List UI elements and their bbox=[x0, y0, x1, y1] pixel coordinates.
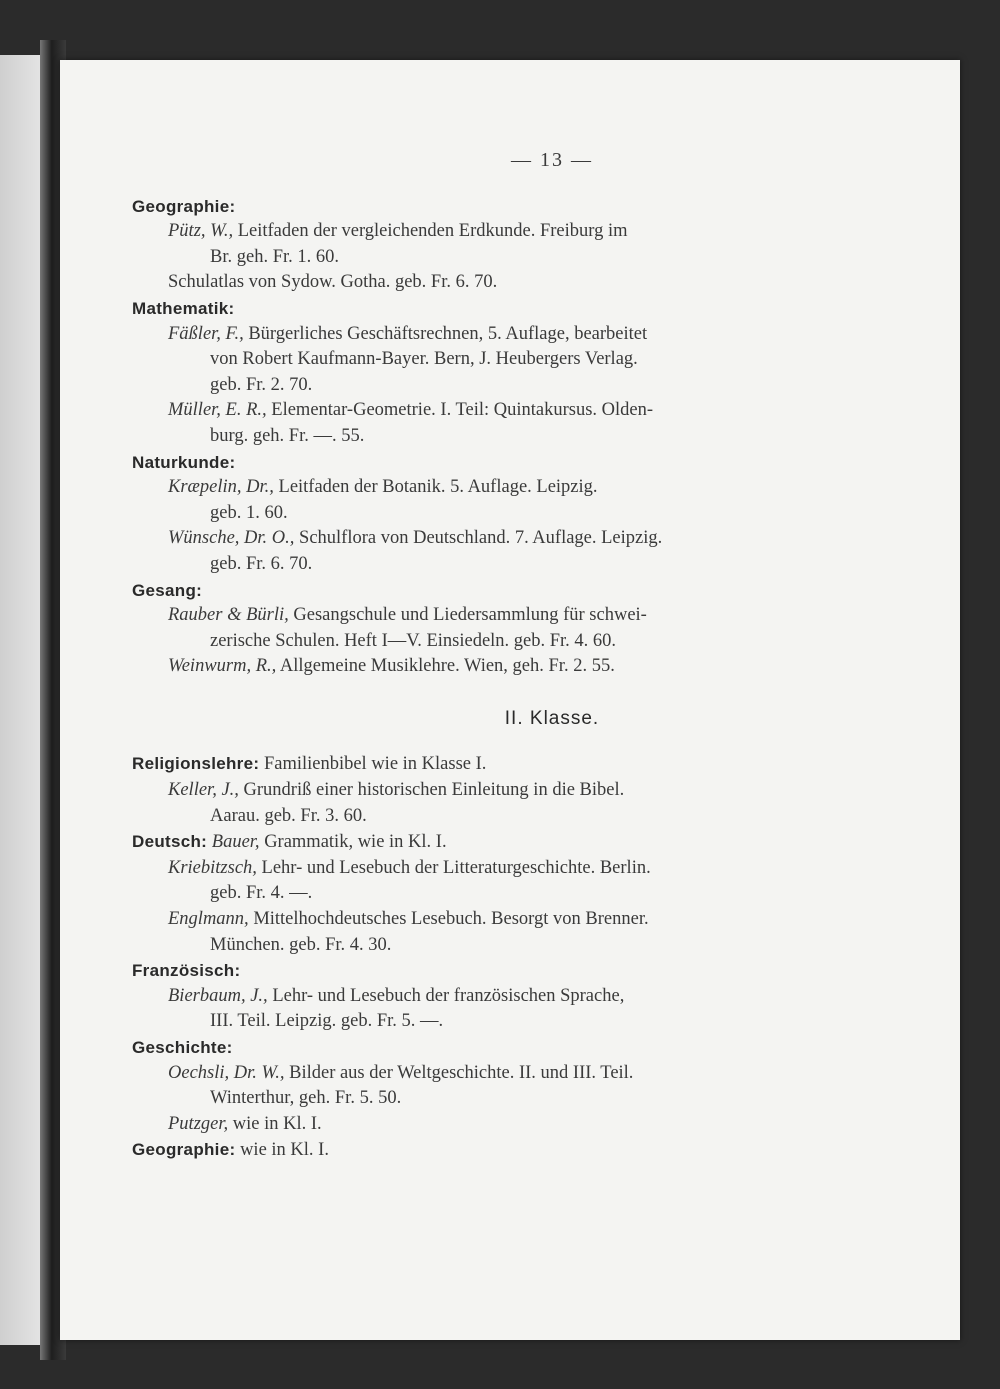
book-entry bbox=[168, 322, 822, 399]
entry-text-cont: Aarau. geb. Fr. 3. 60. bbox=[210, 805, 367, 826]
entry-text: Lehr- und Lesebuch der Litteraturgeschichte. Berlin. bbox=[261, 857, 651, 878]
entry-author: Englmann, bbox=[168, 909, 249, 930]
entry-text-cont: geb. Fr. 6. 70. bbox=[210, 553, 313, 574]
page-number: — 13 — bbox=[511, 149, 593, 171]
entry-text-cont: geb. Fr. 2. 70. bbox=[210, 374, 313, 395]
entry-author: Bauer, bbox=[211, 832, 260, 853]
entry-text: Bilder aus der Weltgeschichte. II. und III. Teil. bbox=[289, 1062, 634, 1083]
book-entry bbox=[168, 526, 822, 577]
entry-text-cont: geb. 1. 60. bbox=[210, 502, 288, 523]
entry-author: Wünsche, Dr. O., bbox=[168, 528, 295, 549]
entry-author: Weinwurm, R., bbox=[168, 656, 277, 677]
entry-author: Fäßler, F., bbox=[168, 323, 244, 344]
book-entry bbox=[168, 654, 822, 680]
page-content bbox=[132, 148, 822, 1164]
entry-text-cont: zerische Schulen. Heft I—V. Einsiedeln. geb. Fr. 4. 60. bbox=[210, 630, 617, 651]
entry-text: Leitfaden der Botanik. 5. Auflage. Leipzig. bbox=[278, 477, 598, 498]
entry-text-cont: von Robert Kaufmann-Bayer. Bern, J. Heubergers Verlag. bbox=[210, 349, 638, 370]
book-entry bbox=[168, 398, 822, 449]
entry-text: Elementar-Geometrie. I. Teil: Quintakursus. Olden- bbox=[271, 400, 654, 421]
book-entry bbox=[168, 907, 822, 958]
entry-text: Grundriß einer historischen Einleitung in die Bibel. bbox=[243, 780, 625, 801]
geographie-text: wie in Kl. I. bbox=[240, 1140, 329, 1161]
section-heading-geographie-2: Geographie: bbox=[132, 1140, 236, 1160]
book-entry bbox=[168, 1112, 822, 1138]
section-heading-deutsch: Deutsch: bbox=[132, 832, 208, 852]
book-entry bbox=[168, 219, 822, 270]
section-heading-geschichte: Geschichte: bbox=[132, 1038, 233, 1057]
entry-author: Oechsli, Dr. W., bbox=[168, 1062, 285, 1083]
book-page bbox=[60, 60, 960, 1340]
section-heading-naturkunde: Naturkunde: bbox=[132, 452, 236, 472]
religion-text: Familienbibel wie in Klasse I. bbox=[263, 754, 487, 775]
entry-author: Rauber & Bürli, bbox=[168, 605, 289, 626]
entry-text: Gesangschule und Liedersammlung für schwei- bbox=[293, 605, 647, 626]
deutsch-line bbox=[132, 829, 822, 856]
entry-author: Putzger, bbox=[168, 1113, 229, 1134]
entry-text: Leitfaden der vergleichenden Erdkunde. Freiburg im bbox=[237, 221, 628, 242]
entry-text: Lehr- und Lesebuch der französischen Sprache, bbox=[272, 985, 625, 1006]
section-heading-franzoesisch: Französisch: bbox=[132, 961, 241, 981]
entry-text-cont: Br. geh. Fr. 1. 60. bbox=[210, 246, 339, 267]
book-entry bbox=[168, 603, 822, 654]
book-entry bbox=[168, 270, 822, 296]
entry-text: Mittelhochdeutsches Lesebuch. Besorgt von Brenner. bbox=[253, 909, 649, 930]
section-heading-mathematik: Mathematik: bbox=[132, 298, 235, 318]
book-entry bbox=[168, 475, 822, 526]
book-entry bbox=[168, 984, 822, 1035]
book-entry bbox=[168, 1061, 822, 1112]
entry-author: Kræpelin, Dr., bbox=[168, 477, 274, 498]
entry-author: Pütz, W., bbox=[168, 221, 234, 242]
book-entry bbox=[168, 856, 822, 907]
section-heading-religionslehre: Religionslehre: bbox=[132, 754, 260, 774]
geographie-line bbox=[132, 1137, 822, 1164]
entry-text-cont: München. geb. Fr. 4. 30. bbox=[210, 934, 392, 955]
entry-text: Schulflora von Deutschland. 7. Auflage. Leipzig. bbox=[299, 528, 663, 549]
entry-text: Bürgerliches Geschäftsrechnen, 5. Auflage, bearbeitet bbox=[248, 323, 648, 344]
deutsch-text: Grammatik, wie in Kl. I. bbox=[264, 832, 447, 853]
section-heading-geographie: Geographie: bbox=[132, 196, 236, 216]
entry-text: wie in Kl. I. bbox=[232, 1113, 322, 1134]
entry-author: Kriebitzsch, bbox=[168, 857, 257, 878]
entry-author: Bierbaum, J., bbox=[168, 985, 268, 1006]
book-entry bbox=[168, 778, 822, 829]
entry-author: Müller, E. R., bbox=[168, 400, 267, 421]
entry-text-cont: burg. geh. Fr. —. 55. bbox=[210, 425, 365, 446]
religion-line bbox=[132, 751, 822, 778]
entry-text-cont: geb. Fr. 4. —. bbox=[210, 883, 313, 904]
entry-text-cont: III. Teil. Leipzig. geb. Fr. 5. —. bbox=[210, 1011, 444, 1032]
class-title: II. Klasse. bbox=[504, 707, 600, 729]
entry-text: Schulatlas von Sydow. Gotha. geb. Fr. 6. 70. bbox=[168, 272, 498, 293]
entry-text-cont: Winterthur, geh. Fr. 5. 50. bbox=[210, 1088, 402, 1109]
entry-text: Allgemeine Musiklehre. Wien, geh. Fr. 2. 55. bbox=[279, 656, 615, 677]
entry-author: Keller, J., bbox=[168, 780, 239, 801]
section-heading-gesang: Gesang: bbox=[132, 580, 203, 600]
